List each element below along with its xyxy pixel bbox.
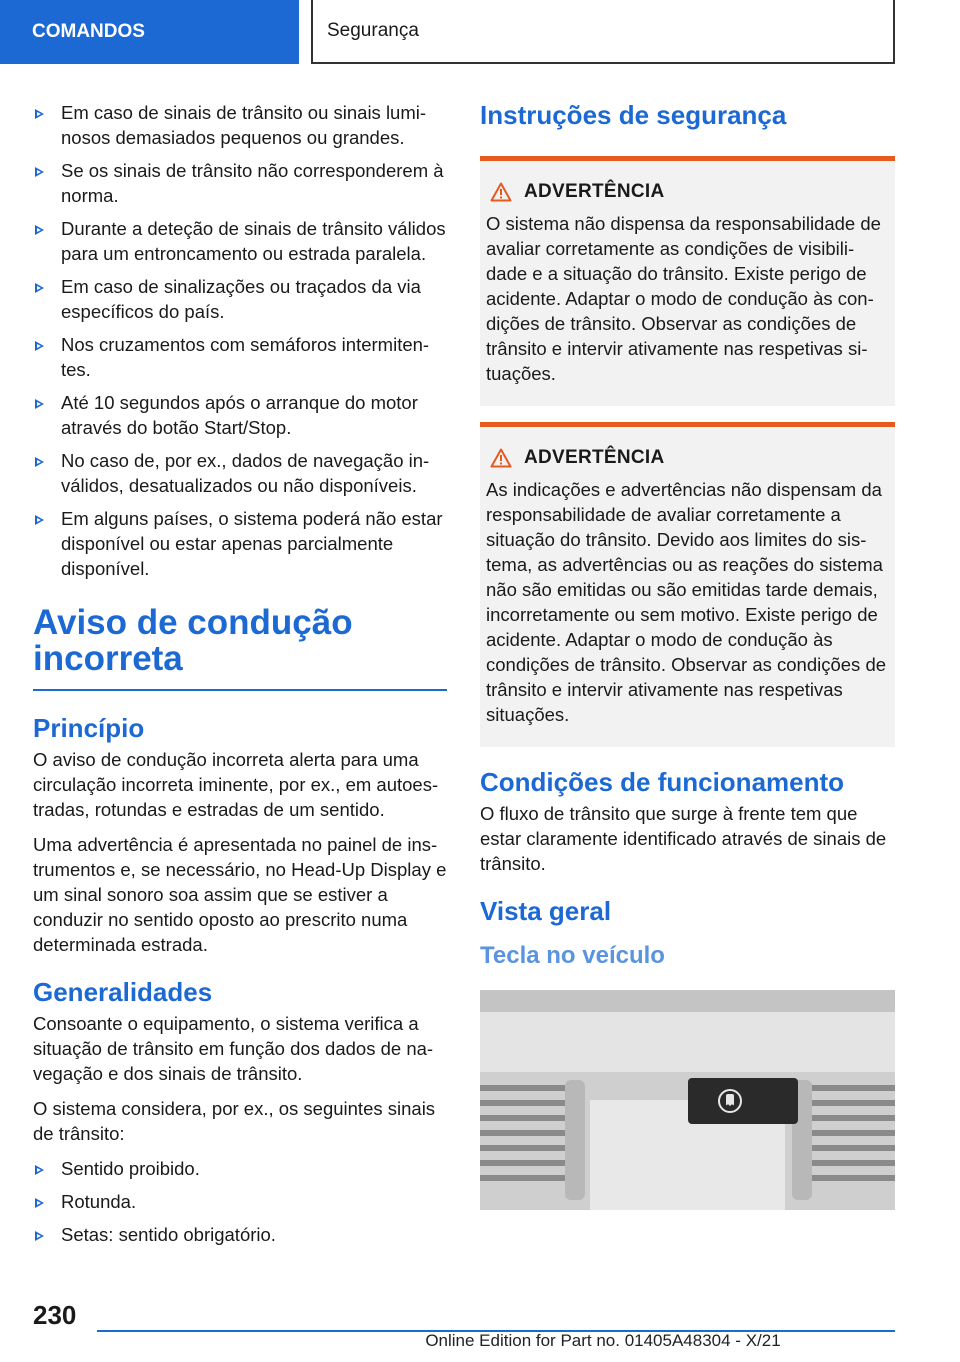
bullet-triangle-icon <box>35 167 44 177</box>
list-item: Em alguns países, o sistema poderá não estar disponível ou estar apenas parcialmente disponível. <box>33 506 447 581</box>
warning-text: As indicações e advertências não dispensam da responsabilidade de avaliar corretamente a situação do trânsito. Devido aos limites do sistema, as advertências ou as reações do sistema não são emitidas ou são emitidas tarde demais, incorretamente ou sem motivo. Existe perigo de acidente. Adaptar o modo de condução às condições de trânsito. Observar as condições de trânsito e intervir ativamente nas respetivas situações. <box>486 479 887 725</box>
edition-footer: Online Edition for Part no. 01405A48304 - X/21 <box>425 1331 781 1350</box>
bullet-triangle-icon <box>35 515 44 525</box>
vista-geral-heading: Vista geral <box>480 896 612 926</box>
bullet-triangle-icon <box>35 1198 44 1208</box>
principio-text-2: Uma advertência é apresentada no painel de instrumentos e, se necessário, no Head-Up Display e um sinal sonoro soa assim que se estiver a conduzir no sentido oposto ao prescrito numa determinada estrada. <box>33 834 447 955</box>
warning-box <box>480 156 895 406</box>
warning-triangle-icon <box>490 448 512 468</box>
chapter-heading: Aviso de condução incorreta <box>33 603 353 678</box>
list-item: Em caso de sinais de trânsito ou sinais luminosos demasiados pequenos ou grandes. <box>33 100 447 150</box>
traffic-signs-list <box>33 1156 447 1247</box>
limitations-list <box>33 100 447 581</box>
list-item: Rotunda. <box>33 1189 447 1214</box>
list-item: Setas: sentido obrigatório. <box>33 1222 447 1247</box>
generalidades-text-1: Consoante o equipamento, o sistema verifica a situação de trânsito em função dos dados de navegação e dos sinais de trânsito. <box>33 1013 434 1084</box>
tecla-heading: Tecla no veículo <box>480 942 665 969</box>
list-item: Nos cruzamentos com semáforos intermitentes. <box>33 332 447 382</box>
condicoes-text: O fluxo de trânsito que surge à frente tem que estar claramente identificado através de sinais de trânsito. <box>480 803 887 874</box>
left-column <box>33 100 447 1255</box>
bullet-triangle-icon <box>35 225 44 235</box>
bullet-triangle-icon <box>35 283 44 293</box>
warning-title: ADVERTÊNCIA <box>524 447 665 468</box>
bullet-triangle-icon <box>35 457 44 467</box>
bullet-triangle-icon <box>35 399 44 409</box>
condicoes-heading: Condições de funcionamento <box>480 767 845 797</box>
warning-text: O sistema não dispensa da responsabilidade de avaliar corretamente as condições de visibilidade e a situação do trânsito. Existe perigo de acidente. Adaptar o modo de condução às condições de trânsito. Observar as condições de trânsito e intervir ativamente nas respetivas situações. <box>486 213 881 384</box>
section-header <box>311 0 895 64</box>
list-item: Sentido proibido. <box>33 1156 447 1181</box>
generalidades-heading: Generalidades <box>33 977 213 1007</box>
generalidades-text-2: O sistema considera, por ex., os seguintes sinais de trânsito: <box>33 1098 436 1144</box>
bullet-triangle-icon <box>35 341 44 351</box>
vehicle-button-photo <box>480 990 895 1210</box>
chapter-tab <box>0 0 299 64</box>
bullet-triangle-icon <box>35 109 44 119</box>
list-item: Durante a deteção de sinais de trânsito válidos para um entroncamento ou estrada paralela. <box>33 216 447 266</box>
list-item: Até 10 segundos após o arranque do motor através do botão Start/Stop. <box>33 390 447 440</box>
list-item: Em caso de sinalizações ou traçados da via específicos do país. <box>33 274 447 324</box>
bullet-triangle-icon <box>35 1231 44 1241</box>
list-item: No caso de, por ex., dados de navegação inválidos, desatualizados ou não disponíveis. <box>33 448 447 498</box>
principio-heading: Princípio <box>33 713 145 743</box>
list-item: Se os sinais de trânsito não corresponderem à norma. <box>33 158 447 208</box>
section-title: Segurança <box>327 20 419 41</box>
warning-triangle-icon <box>490 182 512 202</box>
page-number: 230 <box>33 1300 77 1330</box>
principio-text-1: O aviso de condução incorreta alerta para uma circulação incorreta iminente, por ex., em autoestradas, rotundas e estradas de um sentido. <box>33 749 439 820</box>
heading-rule <box>33 689 447 691</box>
bullet-triangle-icon <box>35 1165 44 1175</box>
chapter-title: COMANDOS <box>32 21 145 42</box>
warning-title: ADVERTÊNCIA <box>524 181 665 202</box>
right-column <box>480 100 895 1210</box>
instrucoes-heading: Instruções de segurança <box>480 100 787 130</box>
warning-box <box>480 422 895 747</box>
